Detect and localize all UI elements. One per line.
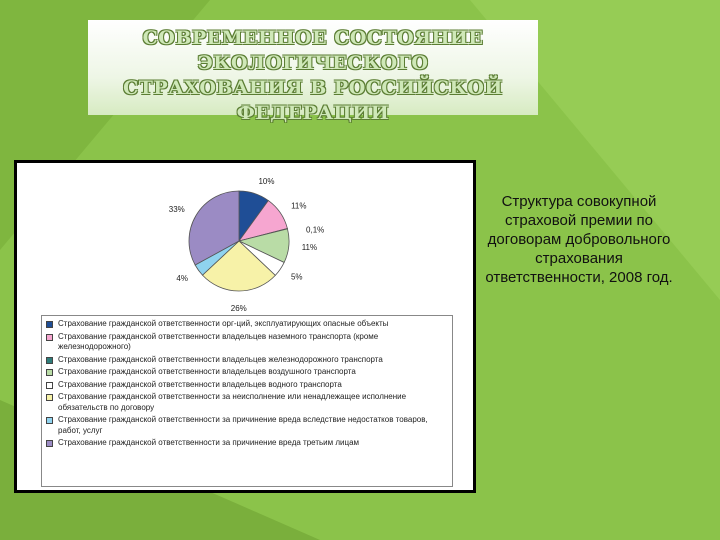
pie-data-label-1: 11% xyxy=(291,201,307,211)
chart-area xyxy=(17,163,473,490)
pie-chart xyxy=(17,163,473,313)
pie-data-label-6: 4% xyxy=(176,273,188,283)
legend-swatch xyxy=(46,394,53,401)
slide-title: СОВРЕМЕННОЕ СОСТОЯНИЕ ЭКОЛОГИЧЕСКОГО СТРАХОВАНИЯ В РОССИЙСКОЙ ФЕДЕРАЦИИ xyxy=(123,27,503,124)
chart-caption: Структура совокупной страховой премии по договорам добровольного страхования ответственности, 2008 год. xyxy=(485,193,673,286)
legend-swatch xyxy=(46,440,53,447)
legend-item-5 xyxy=(46,392,448,413)
pie-data-label-4: 5% xyxy=(290,272,303,282)
legend-swatch xyxy=(46,357,53,364)
legend-item-2 xyxy=(46,355,448,366)
legend-label: Страхование гражданской ответственности владельцев водного транспорта xyxy=(58,379,342,389)
legend-swatch xyxy=(46,334,53,341)
pie-data-label-5: 26% xyxy=(230,303,247,313)
legend-label: Страхование гражданской ответственности владельцев наземного транспорта (кроме железнодорожного) xyxy=(58,331,379,351)
pie-data-label-7: 33% xyxy=(168,204,185,214)
legend-item-0 xyxy=(46,319,448,330)
legend-item-7 xyxy=(46,438,448,449)
chart-legend xyxy=(41,315,453,487)
pie-data-label-3: 11% xyxy=(301,243,318,253)
legend-label: Страхование гражданской ответственности за причинение вреда вследствие недостатков товаров, работ, услуг xyxy=(58,415,428,435)
legend-item-3 xyxy=(46,367,448,378)
legend-label: Страхование гражданской ответственности за неисполнение или ненадлежащее исполнение обязательств по договору xyxy=(58,392,407,412)
legend-label: Страхование гражданской ответственности владельцев воздушного транспорта xyxy=(58,367,356,376)
legend-label: Страхование гражданской ответственности орг-ций, эксплуатирующих опасные объекты xyxy=(58,319,389,328)
legend-swatch xyxy=(46,417,53,424)
legend-item-4 xyxy=(46,380,448,391)
pie-data-label-2: 0,1% xyxy=(306,225,325,235)
legend-item-1 xyxy=(46,332,448,353)
legend-swatch xyxy=(46,369,53,376)
legend-swatch xyxy=(46,382,53,389)
chart-frame xyxy=(14,160,476,493)
legend-label: Страхование гражданской ответственности владельцев железнодорожного транспорта xyxy=(58,354,383,364)
pie-data-label-0: 10% xyxy=(258,177,275,187)
legend-item-6 xyxy=(46,415,448,436)
legend-swatch xyxy=(46,321,53,328)
legend-label: Страхование гражданской ответственности за причинение вреда третьим лицам xyxy=(58,438,360,447)
